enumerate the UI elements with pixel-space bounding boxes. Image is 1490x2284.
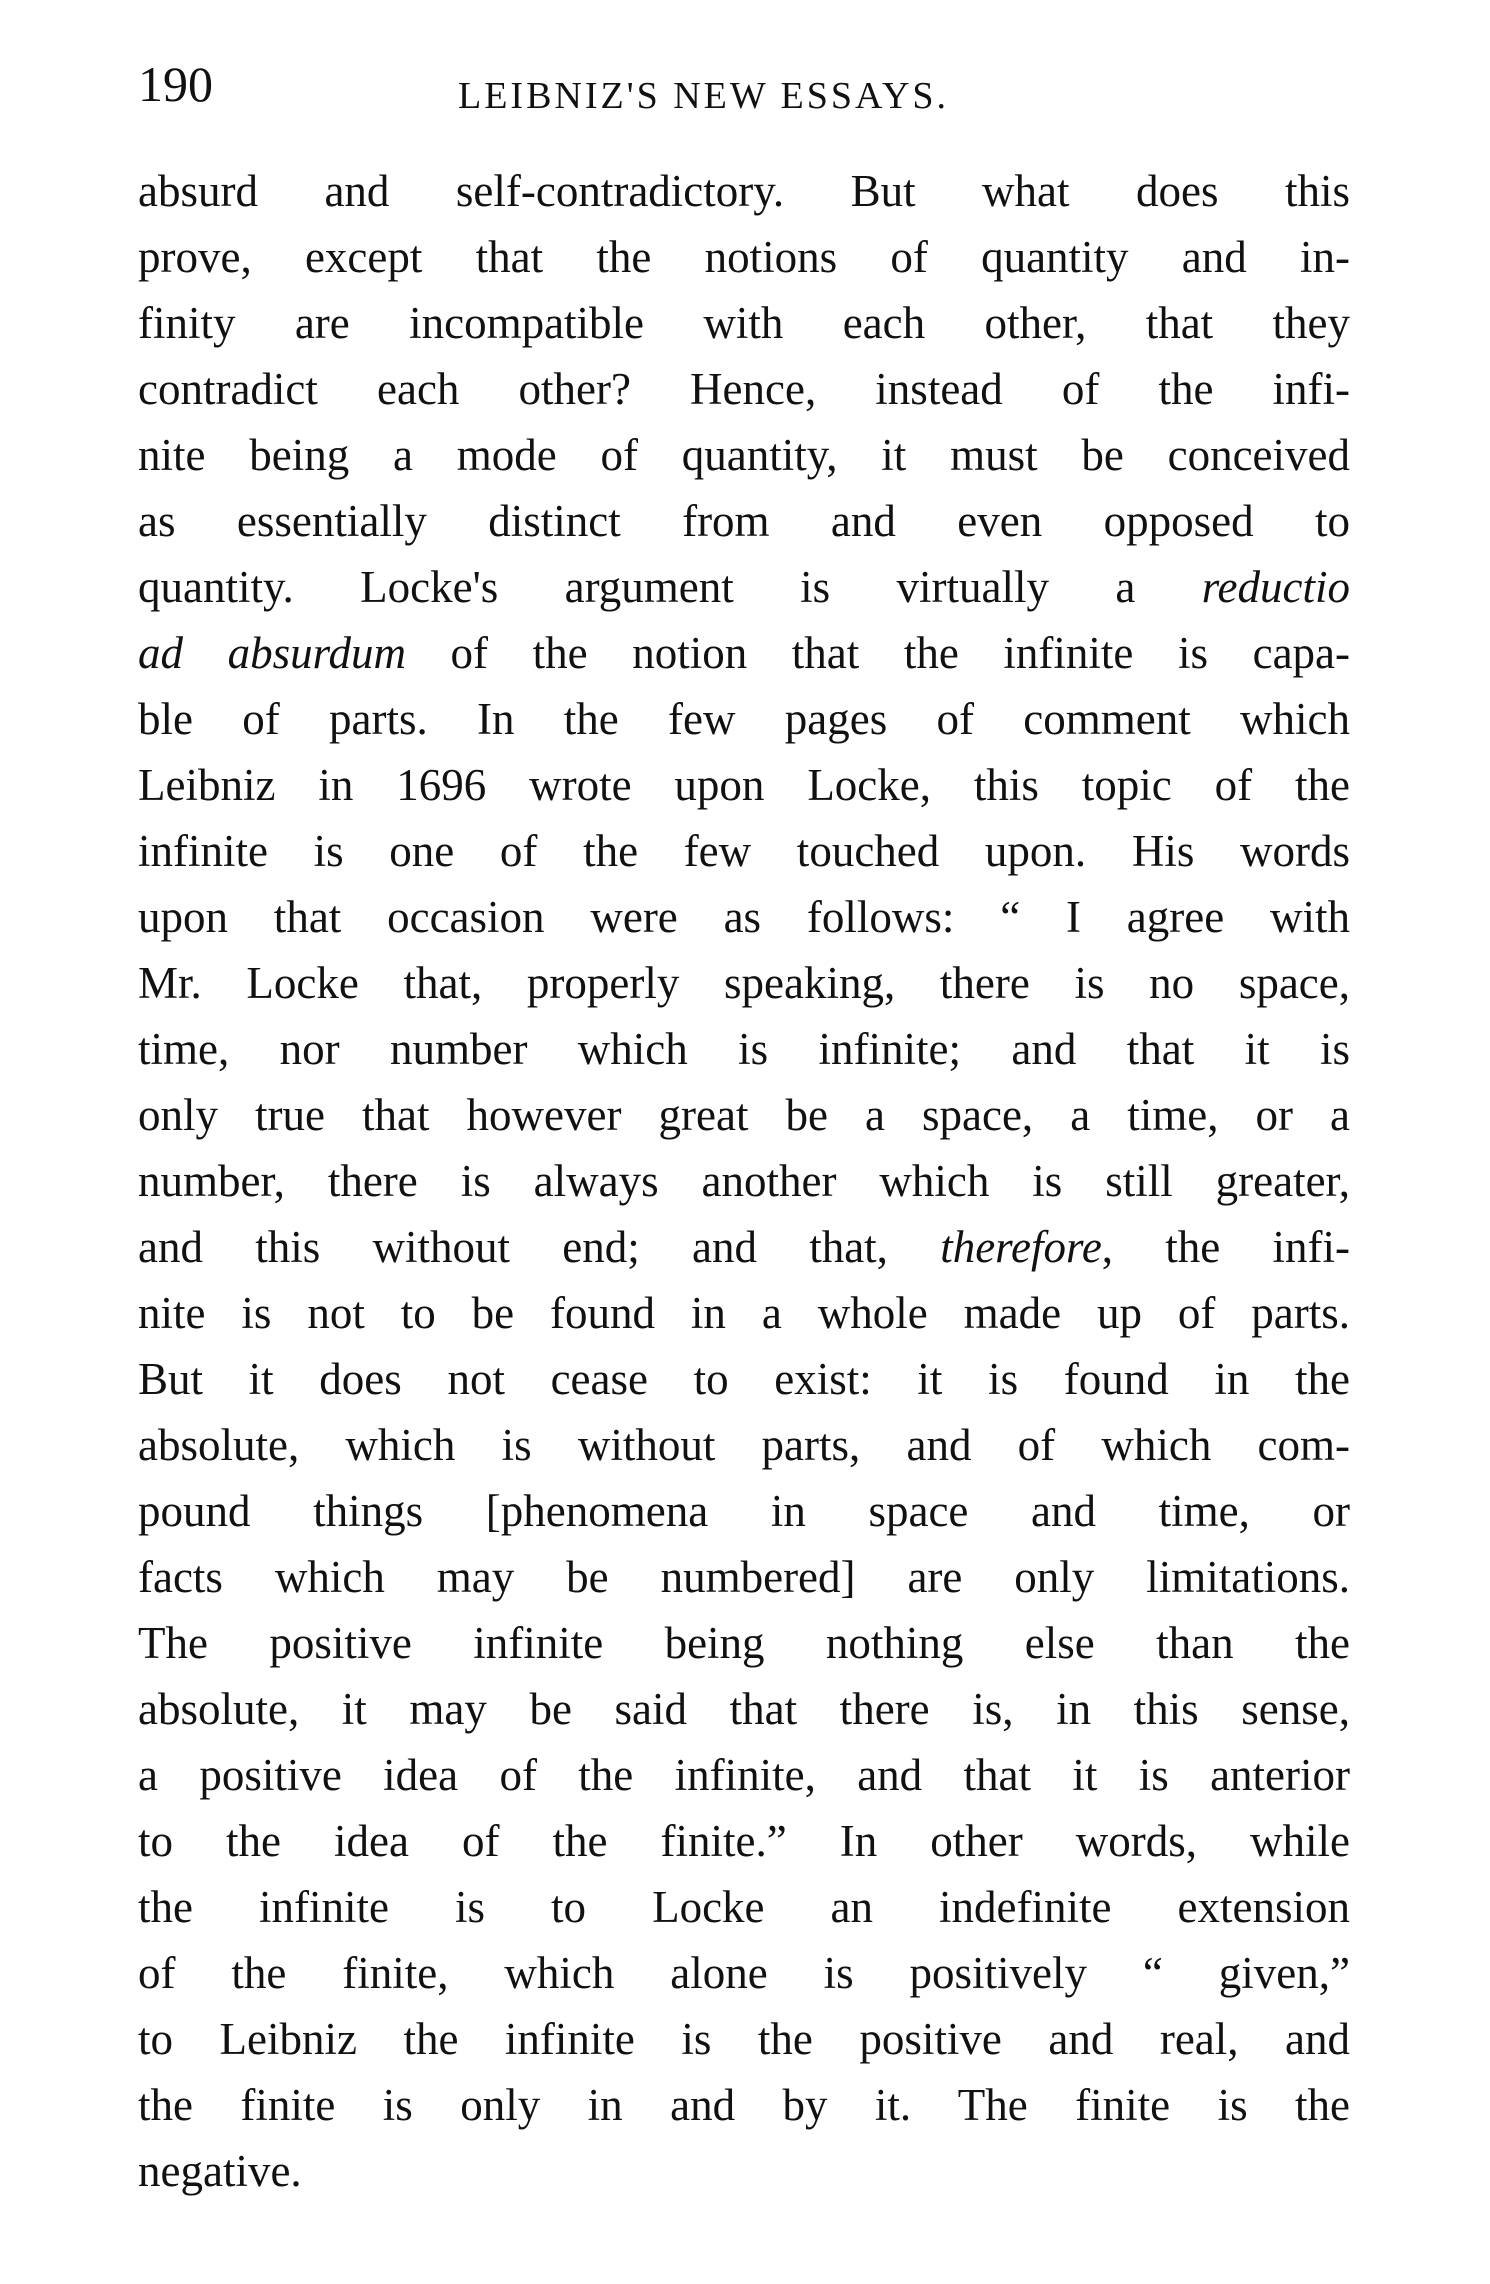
text-line — [138, 356, 1350, 422]
text-segment: nite is not to be found in a whole made up of parts. — [138, 1288, 1350, 1338]
text-segment: to Leibniz the infinite is the positive and real, and — [138, 2014, 1350, 2064]
text-segment: But it does not cease to exist: it is found in the — [138, 1354, 1350, 1404]
text-line — [138, 1148, 1350, 1214]
text-segment: number, there is always another which is still greater, — [138, 1156, 1350, 1206]
text-line — [138, 686, 1350, 752]
text-segment: the finite is only in and by it. The finite is the — [138, 2080, 1350, 2130]
text-segment: pound things [phenomena in space and time, or — [138, 1486, 1350, 1536]
page-number: 190 — [138, 56, 213, 112]
text-line — [138, 158, 1350, 224]
text-segment: Mr. Locke that, properly speaking, there is no space, — [138, 958, 1350, 1008]
body-paragraph — [138, 158, 1350, 2204]
text-segment: as essentially distinct from and even opposed to — [138, 496, 1350, 546]
text-line — [138, 818, 1350, 884]
text-line — [138, 1742, 1350, 1808]
text-segment: Leibniz in 1696 wrote upon Locke, this topic of the — [138, 760, 1350, 810]
text-segment: upon that occasion were as follows: “ I agree with — [138, 892, 1350, 942]
text-segment: and this without end; and that, — [138, 1222, 941, 1272]
text-line — [138, 1874, 1350, 1940]
text-segment: finity are incompatible with each other, that they — [138, 298, 1350, 348]
text-segment: contradict each other? Hence, instead of the infi- — [138, 364, 1350, 414]
text-line — [138, 1412, 1350, 1478]
running-title: LEIBNIZ'S NEW ESSAYS. — [458, 75, 950, 117]
text-segment: a positive idea of the infinite, and that it is anterior — [138, 1750, 1350, 1800]
text-line — [138, 1940, 1350, 2006]
text-line — [138, 1676, 1350, 1742]
text-line — [138, 2006, 1350, 2072]
text-segment: negative. — [138, 2146, 302, 2196]
text-segment: ble of parts. In the few pages of comment which — [138, 694, 1350, 744]
italic-text-segment: reductio — [1201, 562, 1350, 612]
text-line — [138, 1082, 1350, 1148]
text-segment: , the infi- — [1101, 1222, 1351, 1272]
text-segment: The positive infinite being nothing else than the — [138, 1618, 1350, 1668]
text-line — [138, 1808, 1350, 1874]
text-line — [138, 1478, 1350, 1544]
text-segment: only true that however great be a space, a time, or a — [138, 1090, 1350, 1140]
text-line — [138, 1016, 1350, 1082]
text-line — [138, 2138, 1350, 2204]
text-line — [138, 1610, 1350, 1676]
text-segment: infinite is one of the few touched upon. His words — [138, 826, 1350, 876]
text-segment: the infinite is to Locke an indefinite extension — [138, 1882, 1350, 1932]
text-segment: absolute, which is without parts, and of which com- — [138, 1420, 1350, 1470]
text-line — [138, 224, 1350, 290]
italic-text-segment: therefore — [940, 1222, 1102, 1272]
text-line — [138, 1544, 1350, 1610]
text-segment: to the idea of the finite.” In other words, while — [138, 1816, 1350, 1866]
text-segment: absolute, it may be said that there is, in this sense, — [138, 1684, 1350, 1734]
text-line — [138, 950, 1350, 1016]
text-line — [138, 1280, 1350, 1346]
text-segment: prove, except that the notions of quantity and in- — [138, 232, 1350, 282]
text-line — [138, 620, 1350, 686]
text-segment: quantity. Locke's argument is virtually a — [138, 562, 1202, 612]
text-segment: nite being a mode of quantity, it must be conceived — [138, 430, 1350, 480]
text-line — [138, 884, 1350, 950]
italic-text-segment: ad absurdum — [138, 628, 406, 678]
text-line — [138, 2072, 1350, 2138]
text-line — [138, 554, 1350, 620]
text-segment: time, nor number which is infinite; and that it is — [138, 1024, 1350, 1074]
text-line — [138, 1346, 1350, 1412]
text-line — [138, 752, 1350, 818]
text-line — [138, 488, 1350, 554]
text-line — [138, 422, 1350, 488]
text-line — [138, 290, 1350, 356]
page-header — [138, 44, 1358, 124]
text-segment: of the notion that the infinite is capa- — [405, 628, 1350, 678]
text-line — [138, 1214, 1350, 1280]
text-segment: facts which may be numbered] are only limitations. — [138, 1552, 1350, 1602]
text-segment: absurd and self-contradictory. But what does this — [138, 166, 1350, 216]
text-segment: of the finite, which alone is positively “ given,” — [138, 1948, 1350, 1998]
